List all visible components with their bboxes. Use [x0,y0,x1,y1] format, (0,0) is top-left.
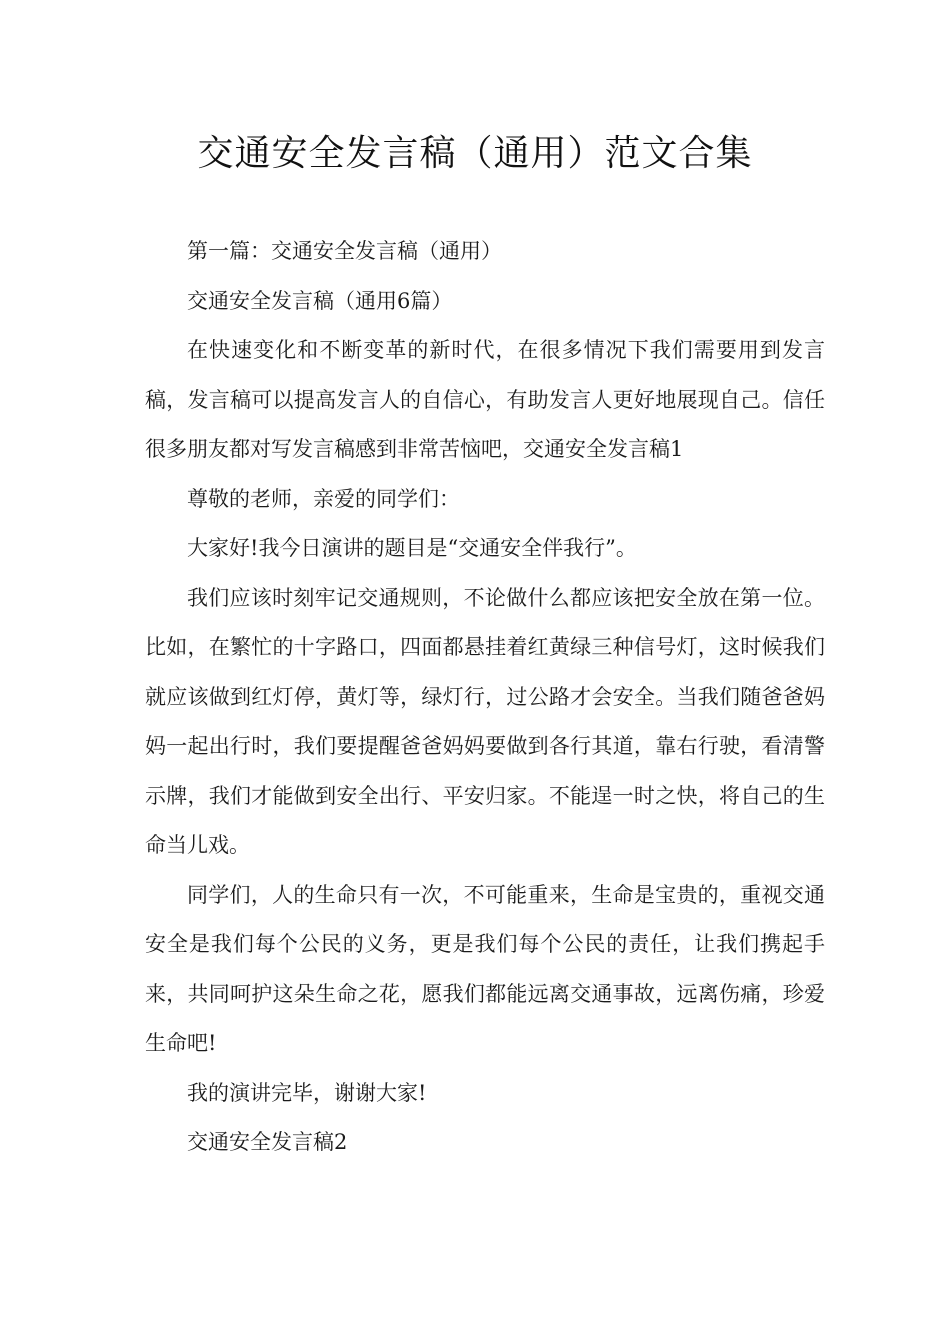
closing-paragraph: 我的演讲完毕，谢谢大家! [187,1080,427,1105]
section-heading: 第一篇：交通安全发言稿（通用） [187,239,502,263]
body-paragraph: 我们应该时刻牢记交通规则，不论做什么都应该把安全放在第一位。比如，在繁忙的十字路口，四面都悬挂着红黄绿三种信号灯，这时候我们就应该做到红灯停，黄灯等，绿灯行，过公路才会安全。当我们随爸爸妈妈一起出行时，我们要提醒爸爸妈妈要做到各行其道，靠右行驶，看清警示牌，我们才能做到安全出行、平安归家。不能逞一时之快，将自己的生命当儿戏。 [145,585,825,857]
document-body [145,227,825,1168]
document-title: 交通安全发言稿（通用）范文合集 [197,133,753,174]
body-paragraph: 同学们，人的生命只有一次，不可能重来，生命是宝贵的，重视交通安全是我们每个公民的义务，更是我们每个公民的责任，让我们携起手来，共同呵护这朵生命之花，愿我们都能远离交通事故，远离伤痛，珍爱生命吧! [145,882,825,1055]
intro-paragraph: 在快速变化和不断变革的新时代，在很多情况下我们需要用到发言稿，发言稿可以提高发言人的自信心，有助发言人更好地展现自己。信任很多朋友都对写发言稿感到非常苦恼吧，交通安全发言稿1 [145,338,825,461]
greeting-paragraph: 大家好!我今日演讲的题目是“交通安全伴我行”。 [187,536,637,560]
subheading: 交通安全发言稿（通用6篇） [187,288,453,313]
next-section-heading: 交通安全发言稿2 [187,1130,348,1154]
salutation: 尊敬的老师，亲爱的同学们： [187,486,460,511]
